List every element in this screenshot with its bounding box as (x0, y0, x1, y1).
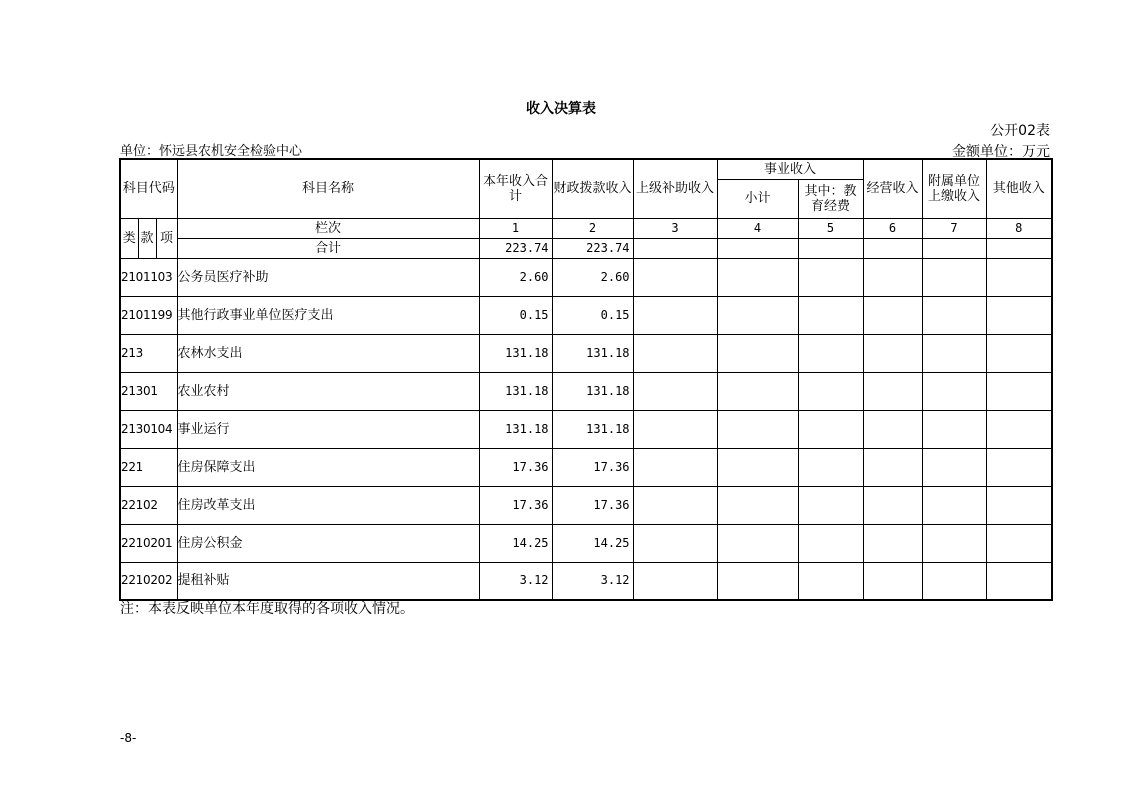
row-value: 3.12 (479, 562, 552, 600)
row-value: 2.60 (479, 258, 552, 296)
row-value (922, 524, 986, 562)
row-value: 3.12 (552, 562, 633, 600)
row-value (717, 296, 798, 334)
row-code: 2210202 (120, 562, 177, 600)
row-value (633, 562, 717, 600)
header-edu: 其中：教育经费 (798, 179, 863, 218)
row-value (798, 486, 863, 524)
row-value (717, 486, 798, 524)
row-value (922, 296, 986, 334)
row-name: 住房改革支出 (177, 486, 479, 524)
column-index: 4 (717, 218, 798, 238)
header-fiscal: 财政拨款收入 (552, 159, 633, 218)
row-value (717, 334, 798, 372)
row-value: 131.18 (552, 410, 633, 448)
row-value (798, 448, 863, 486)
row-value (922, 486, 986, 524)
row-value: 131.18 (552, 334, 633, 372)
total-value (863, 238, 922, 258)
row-value: 131.18 (479, 372, 552, 410)
row-value (798, 372, 863, 410)
total-label: 合计 (177, 238, 479, 258)
row-code: 2101199 (120, 296, 177, 334)
table-row (120, 524, 1052, 562)
table-row (120, 372, 1052, 410)
page-title: 收入决算表 (526, 101, 596, 117)
row-code: 22102 (120, 486, 177, 524)
row-value (922, 448, 986, 486)
row-value (717, 372, 798, 410)
row-value (717, 448, 798, 486)
column-index: 8 (986, 218, 1052, 238)
row-value (863, 258, 922, 296)
row-value (863, 296, 922, 334)
row-value (986, 562, 1052, 600)
row-value (863, 524, 922, 562)
column-index: 7 (922, 218, 986, 238)
row-value (863, 486, 922, 524)
header-superior: 上级补助收入 (633, 159, 717, 218)
row-value (798, 524, 863, 562)
total-value (717, 238, 798, 258)
row-value (798, 296, 863, 334)
header-name: 科目名称 (177, 159, 479, 218)
row-value (633, 372, 717, 410)
column-index: 5 (798, 218, 863, 238)
row-name: 农林水支出 (177, 334, 479, 372)
row-value (633, 486, 717, 524)
total-value: 223.74 (479, 238, 552, 258)
income-table (119, 158, 1053, 601)
row-value (986, 486, 1052, 524)
row-value (717, 258, 798, 296)
header-affiliated: 附属单位上缴收入 (922, 159, 986, 218)
row-name: 公务员医疗补助 (177, 258, 479, 296)
header-subtotal: 小计 (717, 179, 798, 218)
table-row (120, 258, 1052, 296)
row-value (986, 372, 1052, 410)
header-kind: 类 (120, 218, 138, 258)
row-value (717, 410, 798, 448)
table-row (120, 410, 1052, 448)
total-value: 223.74 (552, 238, 633, 258)
row-value (633, 296, 717, 334)
row-value (922, 334, 986, 372)
row-name: 住房公积金 (177, 524, 479, 562)
header-total: 本年收入合计 (479, 159, 552, 218)
row-value (798, 410, 863, 448)
row-value (633, 334, 717, 372)
row-code: 2130104 (120, 410, 177, 448)
row-value (986, 448, 1052, 486)
row-value: 17.36 (479, 448, 552, 486)
row-value: 17.36 (479, 486, 552, 524)
row-value (863, 448, 922, 486)
row-value (922, 372, 986, 410)
row-value (633, 258, 717, 296)
column-index: 3 (633, 218, 717, 238)
row-code: 2210201 (120, 524, 177, 562)
reporting-unit: 单位：怀远县农机安全检验中心 (120, 144, 303, 159)
row-name: 其他行政事业单位医疗支出 (177, 296, 479, 334)
total-value (922, 238, 986, 258)
row-value (863, 410, 922, 448)
row-value (633, 448, 717, 486)
row-value (922, 258, 986, 296)
row-value: 17.36 (552, 448, 633, 486)
table-row (120, 448, 1052, 486)
column-index: 1 (479, 218, 552, 238)
header-section: 款 (138, 218, 156, 258)
row-value (863, 562, 922, 600)
row-name: 农业农村 (177, 372, 479, 410)
row-value (922, 410, 986, 448)
total-value (633, 238, 717, 258)
row-value: 2.60 (552, 258, 633, 296)
row-value (863, 372, 922, 410)
total-value (798, 238, 863, 258)
row-value (717, 524, 798, 562)
column-index: 2 (552, 218, 633, 238)
row-value (798, 258, 863, 296)
header-business: 事业收入 (717, 159, 863, 179)
table-row (120, 562, 1052, 600)
total-value (986, 238, 1052, 258)
table-row (120, 486, 1052, 524)
row-value: 14.25 (479, 524, 552, 562)
row-value (798, 334, 863, 372)
row-name: 事业运行 (177, 410, 479, 448)
row-value (633, 410, 717, 448)
table-header (120, 159, 1052, 258)
row-value (863, 334, 922, 372)
row-value: 0.15 (552, 296, 633, 334)
column-index-label: 栏次 (177, 218, 479, 238)
row-code: 221 (120, 448, 177, 486)
header-other: 其他收入 (986, 159, 1052, 218)
row-value (986, 334, 1052, 372)
amount-unit: 金额单位：万元 (952, 144, 1050, 160)
row-code: 2101103 (120, 258, 177, 296)
row-value (717, 562, 798, 600)
row-value: 14.25 (552, 524, 633, 562)
row-code: 21301 (120, 372, 177, 410)
page-number: -8- (120, 731, 137, 745)
table-row (120, 334, 1052, 372)
row-value: 131.18 (479, 410, 552, 448)
row-name: 提租补贴 (177, 562, 479, 600)
table-body (120, 258, 1052, 600)
row-value: 0.15 (479, 296, 552, 334)
row-name: 住房保障支出 (177, 448, 479, 486)
row-code: 213 (120, 334, 177, 372)
row-value (986, 410, 1052, 448)
table-note: 注：本表反映单位本年度取得的各项收入情况。 (120, 601, 414, 617)
table-row (120, 296, 1052, 334)
row-value (986, 258, 1052, 296)
row-value (633, 524, 717, 562)
row-value (986, 296, 1052, 334)
total-row (120, 238, 1052, 258)
header-item: 项 (156, 218, 177, 258)
row-value (798, 562, 863, 600)
row-value: 17.36 (552, 486, 633, 524)
form-number: 公开02表 (990, 123, 1050, 139)
row-value: 131.18 (479, 334, 552, 372)
row-value: 131.18 (552, 372, 633, 410)
header-code-group: 科目代码 (120, 159, 177, 218)
row-value (922, 562, 986, 600)
header-operating: 经营收入 (863, 159, 922, 218)
column-index: 6 (863, 218, 922, 238)
row-value (986, 524, 1052, 562)
